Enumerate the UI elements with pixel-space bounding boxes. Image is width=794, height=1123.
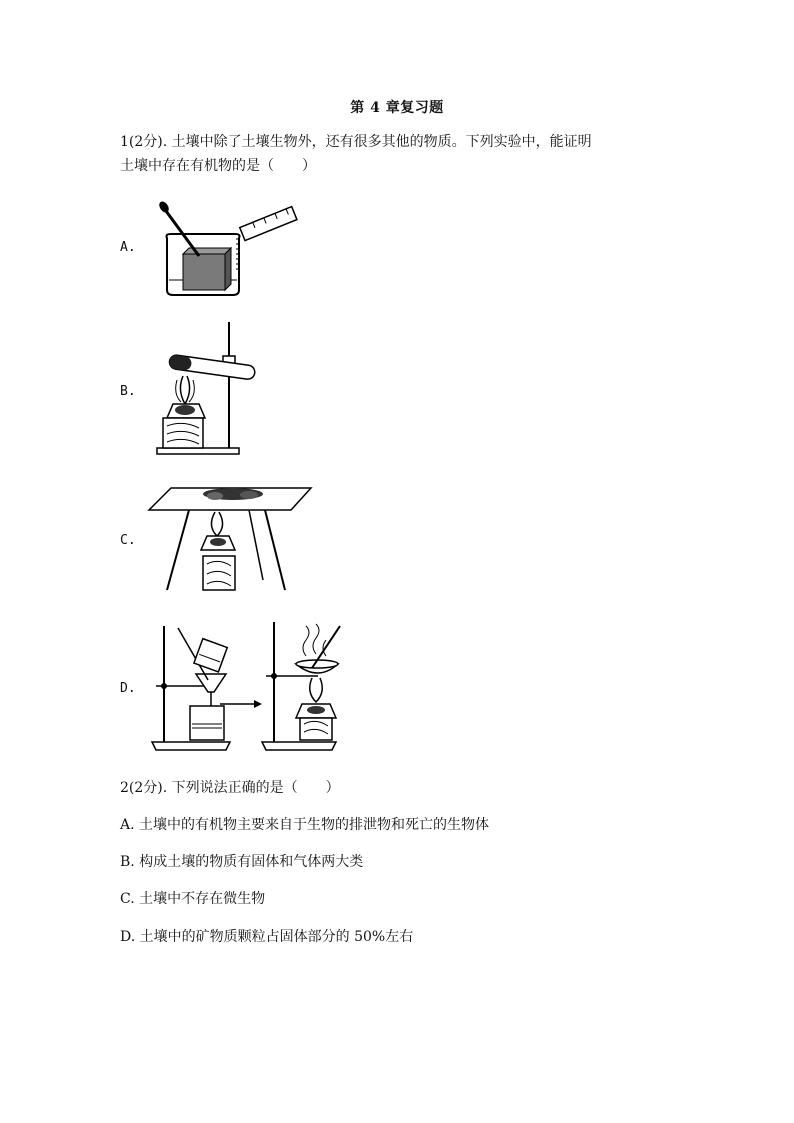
option-a-label: A. bbox=[120, 240, 136, 255]
question-2-option-d: D. 土壤中的矿物质颗粒占固体部分的 50%左右 bbox=[120, 929, 414, 945]
dropper-beaker-icon bbox=[155, 198, 305, 300]
page-title: 第 4 章复习题 bbox=[350, 100, 444, 116]
question-2-option-b: B. 构成土壤的物质有固体和气体两大类 bbox=[120, 854, 364, 870]
question-2-stem: 2(2分). 下列说法正确的是（ ） bbox=[120, 780, 340, 796]
option-c-label: C. bbox=[120, 533, 136, 548]
question-2-option-a: A. 土壤中的有机物主要来自于生物的排泄物和死亡的生物体 bbox=[120, 817, 490, 833]
question-1-line-2: 土壤中存在有机物的是（ ） bbox=[120, 158, 316, 174]
gauze-heating-icon bbox=[145, 484, 315, 594]
question-2-option-c: C. 土壤中不存在微生物 bbox=[120, 891, 266, 907]
test-tube-heating-icon bbox=[155, 320, 265, 456]
option-b-label: B. bbox=[120, 384, 136, 399]
question-1-line-1: 1(2分). 土壤中除了土壤生物外，还有很多其他的物质。下列实验中，能证明 bbox=[120, 134, 592, 150]
filter-evaporate-icon bbox=[150, 620, 350, 752]
option-d-label: D. bbox=[120, 681, 136, 696]
